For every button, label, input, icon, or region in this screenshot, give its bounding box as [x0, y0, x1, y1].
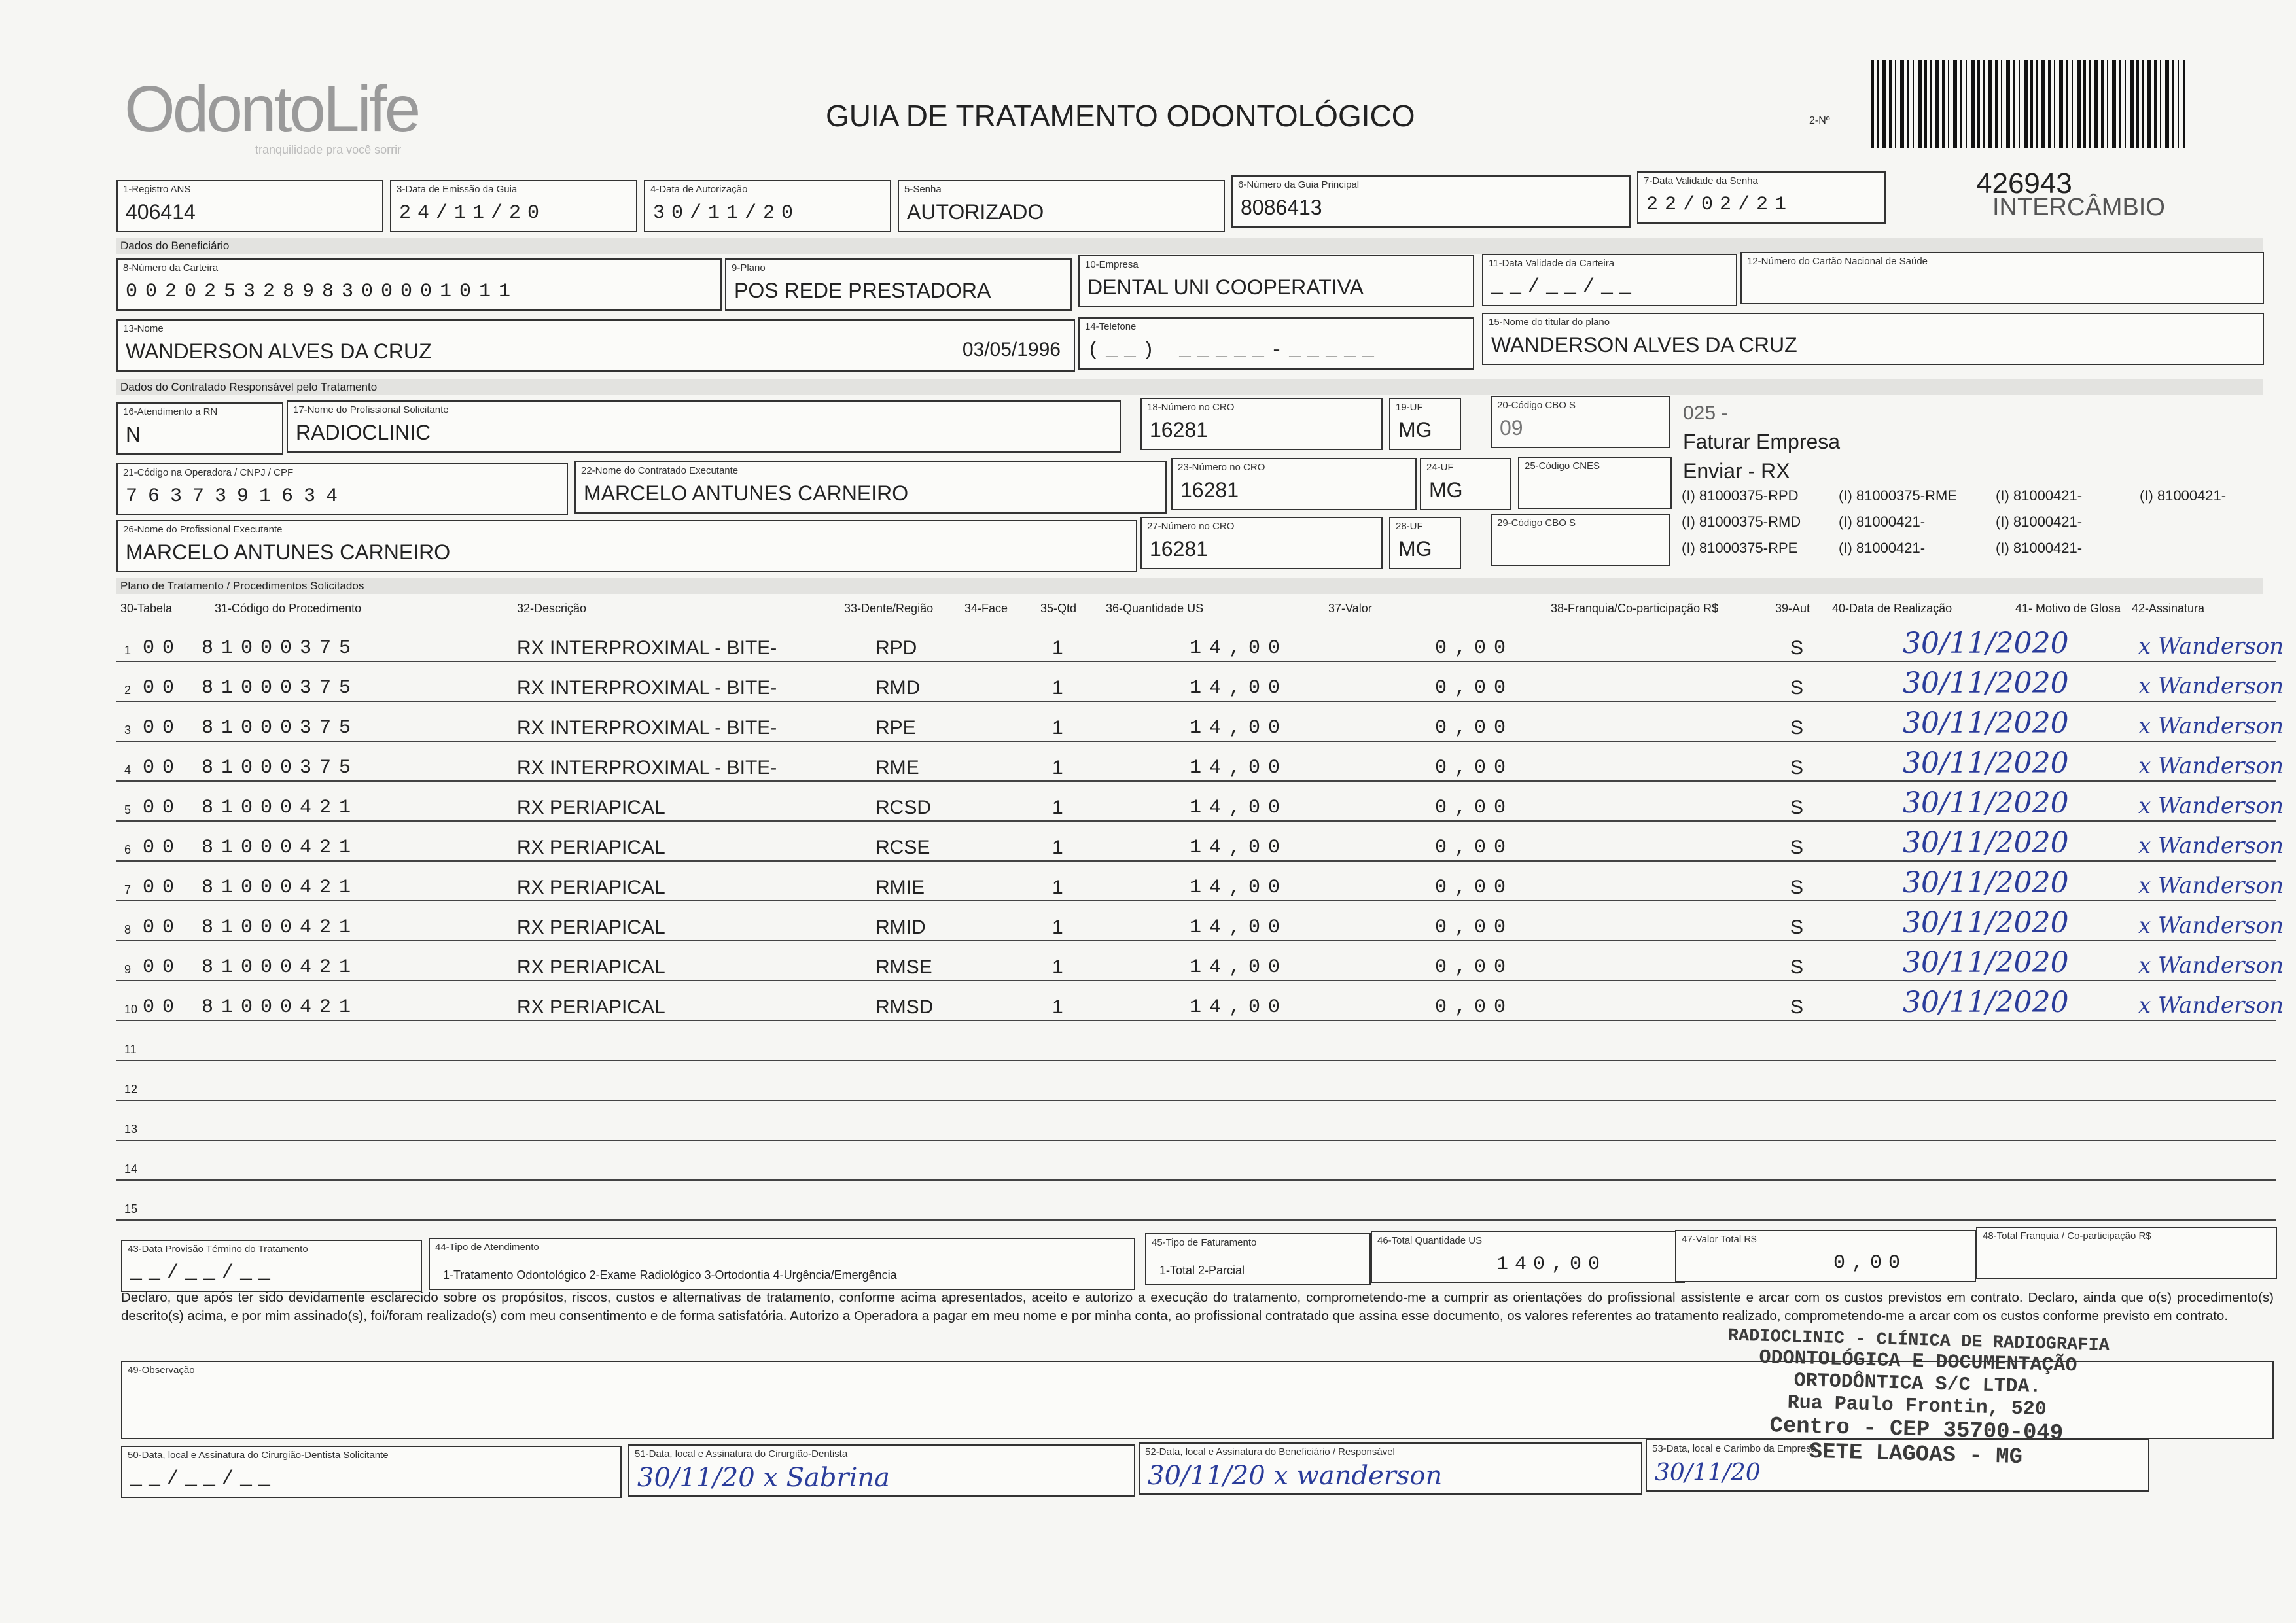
procedure-description: RX PERIAPICAL [517, 916, 665, 938]
table-row-empty [116, 1106, 2276, 1145]
signature: x Wanderson [2138, 952, 2284, 979]
field-validade-senha: 7-Data Validade da Senha 22/02/21 [1637, 171, 1886, 224]
authorized: S [1790, 717, 1804, 739]
field-tipo-faturamento: 45-Tipo de Faturamento 1-Total 2-Parcial [1145, 1233, 1371, 1285]
field-cro-23: 23-Número no CRO 16281 [1171, 458, 1417, 510]
row-number: 15 [124, 1202, 138, 1215]
row-number: 14 [124, 1162, 138, 1176]
field-cro-18: 18-Número no CRO 16281 [1140, 398, 1383, 450]
col-assinatura: 42-Assinatura [2132, 602, 2205, 615]
row-number: 4 [124, 763, 132, 777]
row-number: 11 [124, 1043, 137, 1056]
signature: x Wanderson [2138, 793, 2284, 819]
value: 0,00 [1435, 677, 1514, 699]
signature: x Wanderson [2138, 873, 2284, 899]
note-code: (I) 81000421- [2140, 487, 2227, 504]
logo-tagline: tranquilidade pra você sorrir [255, 143, 402, 156]
birth-date: 03/05/1996 [962, 339, 1061, 360]
procedure-description: RX INTERPROXIMAL - BITE- [517, 637, 777, 659]
realization-date: 30/11/2020 [1903, 826, 2069, 860]
field-cbo-20: 20-Código CBO S 09 [1491, 396, 1670, 448]
table-row [116, 707, 2284, 746]
field-profissional-solicitante: 17-Nome do Profissional Solicitante RADIOCLINIC [287, 400, 1121, 453]
row-line [116, 1179, 2276, 1181]
field-empresa: 10-Empresa DENTAL UNI COOPERATIVA [1078, 255, 1474, 307]
row-number: 10 [124, 1003, 138, 1016]
procedure-code: 00 81000375 [143, 757, 359, 779]
procedures-header [116, 602, 2276, 621]
declaration-text: Declaro, que após ter sido devidamente esclarecido sobre os propósitos, riscos, custos e alternativas de tratamento, conforme acima apresentados, aceito e autorizo a execução do tratamento, comprometendo-me a cumprir as orientações do profissional assistente e arcar com os custos previstos em contrato. Declaro, ainda que o(s) procedimento(s) descrito(s) acima, e por mim assinado(s), foi/foram realizado(s) com meu consentimento e de forma satisfatória. Autorizo a Operadora a pagar em meu nome e por minha conta, ao profissional contratado que assina esse documento, os valores referentes ao tratamento realizado, comprometendo-me a arcar com os custos conforme previsto em contrato. [121, 1290, 2274, 1323]
stamp-line4: Rua Paulo Frontin, 520 [1787, 1391, 2047, 1422]
field-registro-ans: 1-Registro ANS 406414 [116, 180, 383, 232]
tooth-region: RPD [875, 637, 917, 659]
procedure-description: RX INTERPROXIMAL - BITE- [517, 677, 777, 699]
us-quantity: 14,00 [1190, 637, 1288, 659]
authorized: S [1790, 757, 1804, 778]
field-cro-27: 27-Número no CRO 16281 [1140, 517, 1383, 569]
table-row [116, 826, 2284, 865]
row-line [116, 661, 2276, 662]
realization-date: 30/11/2020 [1903, 986, 2069, 1019]
col-codigo: 31-Código do Procedimento [215, 602, 362, 615]
company-stamp [1667, 1325, 2167, 1474]
note-line3: Enviar - RX [1683, 459, 1790, 483]
tooth-region: RMSD [875, 996, 934, 1018]
table-row [116, 746, 2284, 786]
quantity: 1 [1052, 956, 1063, 978]
note-code: (I) 81000421- [1839, 540, 1926, 556]
tooth-region: RMID [875, 916, 926, 938]
field-uf-28: 28-UF MG [1389, 517, 1461, 569]
value: 0,00 [1435, 996, 1514, 1019]
realization-date: 30/11/2020 [1903, 946, 2069, 979]
stamp-line5: Centro - CEP 35700-049 [1769, 1414, 2064, 1446]
field-cartao-saude: 12-Número do Cartão Nacional de Saúde [1740, 252, 2264, 304]
row-number: 1 [124, 644, 132, 657]
row-number: 8 [124, 923, 132, 936]
row-line [116, 1020, 2276, 1021]
logo-text: OdontoLife [124, 73, 419, 146]
us-quantity: 14,00 [1190, 837, 1288, 859]
row-line [116, 1219, 2276, 1221]
guide-no-label: 2-Nº [1809, 115, 1830, 126]
realization-date: 30/11/2020 [1903, 627, 2069, 660]
signature: x Wanderson [2138, 713, 2284, 739]
value: 0,00 [1435, 916, 1514, 939]
quantity: 1 [1052, 797, 1063, 818]
field-validade-carteira: 11-Data Validade da Carteira __/__/__ [1482, 254, 1737, 306]
quantity: 1 [1052, 677, 1063, 699]
page-title: GUIA DE TRATAMENTO ODONTOLÓGICO [826, 99, 1415, 133]
intercambio-label: INTERCÂMBIO [1992, 194, 2165, 221]
field-uf-24: 24-UF MG [1420, 458, 1511, 510]
field-uf-19: 19-UF MG [1389, 398, 1461, 450]
field-sig-solicitante: 50-Data, local e Assinatura do Cirurgião-Dentista Solicitante __/__/__ [121, 1446, 622, 1498]
row-line [116, 900, 2276, 901]
stamp-line6: SETE LAGOAS - MG [1809, 1439, 2023, 1471]
field-atendimento-rn: 16-Atendimento a RN N [116, 402, 283, 455]
field-titular: 15-Nome do titular do plano WANDERSON ALVES DA CRUZ [1482, 313, 2264, 365]
col-us: 36-Quantidade US [1106, 602, 1204, 615]
table-row [116, 866, 2284, 905]
row-number: 5 [124, 803, 132, 816]
field-contratado-executante: 22-Nome do Contratado Executante MARCELO ANTUNES CARNEIRO [574, 461, 1167, 514]
procedure-description: RX PERIAPICAL [517, 797, 665, 818]
note-code: (I) 81000421- [1839, 514, 1926, 530]
table-row [116, 986, 2284, 1025]
realization-date: 30/11/2020 [1903, 786, 2069, 820]
notes-right [1683, 402, 2272, 483]
row-number: 7 [124, 883, 132, 896]
note-line2: Faturar Empresa [1683, 430, 1841, 453]
procedure-code: 00 81000375 [143, 717, 359, 739]
field-observacao: 49-Observação [121, 1361, 2274, 1439]
quantity: 1 [1052, 837, 1063, 858]
authorized: S [1790, 837, 1804, 858]
col-descricao: 32-Descrição [517, 602, 587, 615]
procedure-code: 00 81000421 [143, 956, 359, 979]
col-qtd: 35-Qtd [1040, 602, 1077, 615]
procedure-description: RX PERIAPICAL [517, 956, 665, 978]
col-dente: 33-Dente/Região [844, 602, 934, 615]
note-code: (I) 81000421- [1996, 487, 2083, 504]
section-contratado: Dados do Contratado Responsável pelo Tratamento [116, 379, 2263, 395]
realization-date: 30/11/2020 [1903, 667, 2069, 700]
row-line [116, 741, 2276, 742]
col-aut: 39-Aut [1775, 602, 1810, 615]
row-line [116, 820, 2276, 822]
procedure-description: RX INTERPROXIMAL - BITE- [517, 757, 777, 778]
quantity: 1 [1052, 877, 1063, 898]
procedure-code: 00 81000421 [143, 797, 359, 819]
table-row-empty [116, 1026, 2276, 1065]
row-line [116, 860, 2276, 862]
signature: x Wanderson [2138, 633, 2284, 659]
row-number: 2 [124, 684, 132, 697]
tooth-region: RCSD [875, 797, 932, 818]
row-number: 12 [124, 1083, 138, 1096]
field-cbo-29: 29-Código CBO S [1491, 514, 1670, 566]
note-code: (I) 81000421- [1996, 540, 2083, 556]
us-quantity: 14,00 [1190, 797, 1288, 819]
row-number: 13 [124, 1123, 138, 1136]
col-valor: 37-Valor [1328, 602, 1372, 615]
authorized: S [1790, 916, 1804, 938]
field-plano: 9-Plano POS REDE PRESTADORA [725, 258, 1072, 311]
row-line [116, 701, 2276, 702]
value: 0,00 [1435, 837, 1514, 859]
authorized: S [1790, 877, 1804, 898]
field-carteira: 8-Número da Carteira 00202532898300001011 [116, 258, 722, 311]
field-nome: 13-Nome WANDERSON ALVES DA CRUZ 03/05/1996 [116, 319, 1075, 372]
procedure-code: 00 81000375 [143, 677, 359, 699]
realization-date: 30/11/2020 [1903, 906, 2069, 939]
tooth-region: RMD [875, 677, 921, 699]
quantity: 1 [1052, 996, 1063, 1018]
procedure-code: 00 81000421 [143, 916, 359, 939]
col-tabela: 30-Tabela [120, 602, 173, 615]
procedure-code: 00 81000375 [143, 637, 359, 659]
us-quantity: 14,00 [1190, 996, 1288, 1019]
table-row-empty [116, 1185, 2276, 1225]
signature: x Wanderson [2138, 673, 2284, 699]
section-beneficiario: Dados do Beneficiário [116, 238, 2263, 254]
procedure-code: 00 81000421 [143, 877, 359, 899]
value: 0,00 [1435, 877, 1514, 899]
row-line [116, 940, 2276, 941]
note-code: (I) 81000375-RMD [1682, 514, 1801, 530]
table-row-empty [116, 1066, 2276, 1105]
quantity: 1 [1052, 916, 1063, 938]
table-row-empty [116, 1145, 2276, 1185]
field-sig-dentista: 51-Data, local e Assinatura do Cirurgião-Dentista 30/11/20 x Sabrina [628, 1444, 1135, 1497]
signature: x Wanderson [2138, 913, 2284, 939]
row-number: 6 [124, 843, 132, 856]
row-line [116, 980, 2276, 981]
row-line [116, 1060, 2276, 1061]
procedure-description: RX INTERPROXIMAL - BITE- [517, 717, 777, 739]
col-face: 34-Face [964, 602, 1008, 615]
note-code: (I) 81000421- [1996, 514, 2083, 530]
row-line [116, 780, 2276, 782]
us-quantity: 14,00 [1190, 717, 1288, 739]
field-valor-total: 47-Valor Total R$ 0,00 [1675, 1230, 1976, 1282]
guide-number: 426943 [1976, 167, 2072, 200]
quantity: 1 [1052, 637, 1063, 659]
table-row [116, 627, 2284, 666]
field-guia-principal: 6-Número da Guia Principal 8086413 [1231, 175, 1631, 228]
value: 0,00 [1435, 956, 1514, 979]
tooth-region: RPE [875, 717, 916, 739]
realization-date: 30/11/2020 [1903, 866, 2069, 899]
field-total-franquia: 48-Total Franquia / Co-participação R$ [1976, 1227, 2277, 1279]
note-codes [1682, 487, 2270, 566]
row-line [116, 1100, 2276, 1101]
realization-date: 30/11/2020 [1903, 746, 2069, 780]
tooth-region: RCSE [875, 837, 930, 858]
field-data-provisao: 43-Data Provisão Término do Tratamento __/__/__ [121, 1240, 422, 1292]
note-code: (I) 81000375-RPD [1682, 487, 1799, 504]
stamp-line3: ORTODÔNTICA S/C LTDA. [1793, 1370, 2042, 1399]
realization-date: 30/11/2020 [1903, 707, 2069, 740]
stamp-line2: ODONTOLÓGICA E DOCUMENTAÇÃO [1759, 1346, 2077, 1378]
tooth-region: RMIE [875, 877, 925, 898]
note-line1: 025 - [1683, 402, 1728, 424]
note-code: (I) 81000375-RME [1839, 487, 1957, 504]
us-quantity: 14,00 [1190, 757, 1288, 779]
table-row [116, 946, 2284, 985]
authorized: S [1790, 637, 1804, 659]
procedure-code: 00 81000421 [143, 837, 359, 859]
value: 0,00 [1435, 797, 1514, 819]
row-number: 9 [124, 963, 132, 976]
quantity: 1 [1052, 757, 1063, 778]
us-quantity: 14,00 [1190, 677, 1288, 699]
value: 0,00 [1435, 757, 1514, 779]
barcode [1871, 60, 2185, 148]
field-data-emissao: 3-Data de Emissão da Guia 24/11/20 [390, 180, 637, 232]
authorized: S [1790, 797, 1804, 818]
procedure-code: 00 81000421 [143, 996, 359, 1019]
procedure-description: RX PERIAPICAL [517, 996, 665, 1018]
col-franquia: 38-Franquia/Co-participação R$ [1551, 602, 1719, 615]
stamp-line1: RADIOCLINIC - CLÍNICA DE RADIOGRAFIA [1727, 1326, 2110, 1356]
value: 0,00 [1435, 637, 1514, 659]
us-quantity: 14,00 [1190, 877, 1288, 899]
signature: x Wanderson [2138, 833, 2284, 859]
field-cnes: 25-Código CNES [1518, 457, 1672, 509]
quantity: 1 [1052, 717, 1063, 739]
table-row [116, 786, 2284, 826]
procedures-table [0, 595, 2296, 1236]
tooth-region: RME [875, 757, 919, 778]
note-code: (I) 81000375-RPE [1682, 540, 1798, 556]
row-number: 3 [124, 724, 132, 737]
table-row [116, 667, 2284, 706]
field-profissional-executante: 26-Nome do Profissional Executante MARCELO ANTUNES CARNEIRO [116, 520, 1137, 572]
field-senha: 5-Senha AUTORIZADO [898, 180, 1225, 232]
signature: x Wanderson [2138, 753, 2284, 779]
us-quantity: 14,00 [1190, 956, 1288, 979]
procedure-description: RX PERIAPICAL [517, 837, 665, 858]
us-quantity: 14,00 [1190, 916, 1288, 939]
tooth-region: RMSE [875, 956, 932, 978]
field-total-us: 46-Total Quantidade US 140,00 [1371, 1231, 1685, 1283]
col-motivo-glosa: 41- Motivo de Glosa [2015, 602, 2121, 615]
table-row [116, 906, 2284, 945]
procedure-description: RX PERIAPICAL [517, 877, 665, 898]
value: 0,00 [1435, 717, 1514, 739]
field-tipo-atendimento: 44-Tipo de Atendimento 1-Tratamento Odontológico 2-Exame Radiológico 3-Ortodontia 4-Urgência/Emergência [429, 1238, 1135, 1290]
field-data-autorizacao: 4-Data de Autorização 30/11/20 [644, 180, 891, 232]
signature: x Wanderson [2138, 992, 2284, 1019]
row-line [116, 1140, 2276, 1141]
authorized: S [1790, 956, 1804, 978]
field-sig-empresa: 53-Data, local e Carimbo da Empresa 30/11/20 [1646, 1439, 2149, 1492]
col-data-realizacao: 40-Data de Realização [1832, 602, 1952, 615]
authorized: S [1790, 996, 1804, 1018]
field-sig-beneficiario: 52-Data, local e Assinatura do Beneficiário / Responsável 30/11/20 x wanderson [1139, 1442, 1642, 1495]
field-telefone: 14-Telefone (__) _____-_____ [1078, 317, 1474, 370]
section-procedimentos: Plano de Tratamento / Procedimentos Solicitados [116, 578, 2263, 594]
logo [124, 72, 418, 157]
authorized: S [1790, 677, 1804, 699]
field-codigo-operadora: 21-Código na Operadora / CNPJ / CPF 7637391634 [116, 463, 568, 515]
